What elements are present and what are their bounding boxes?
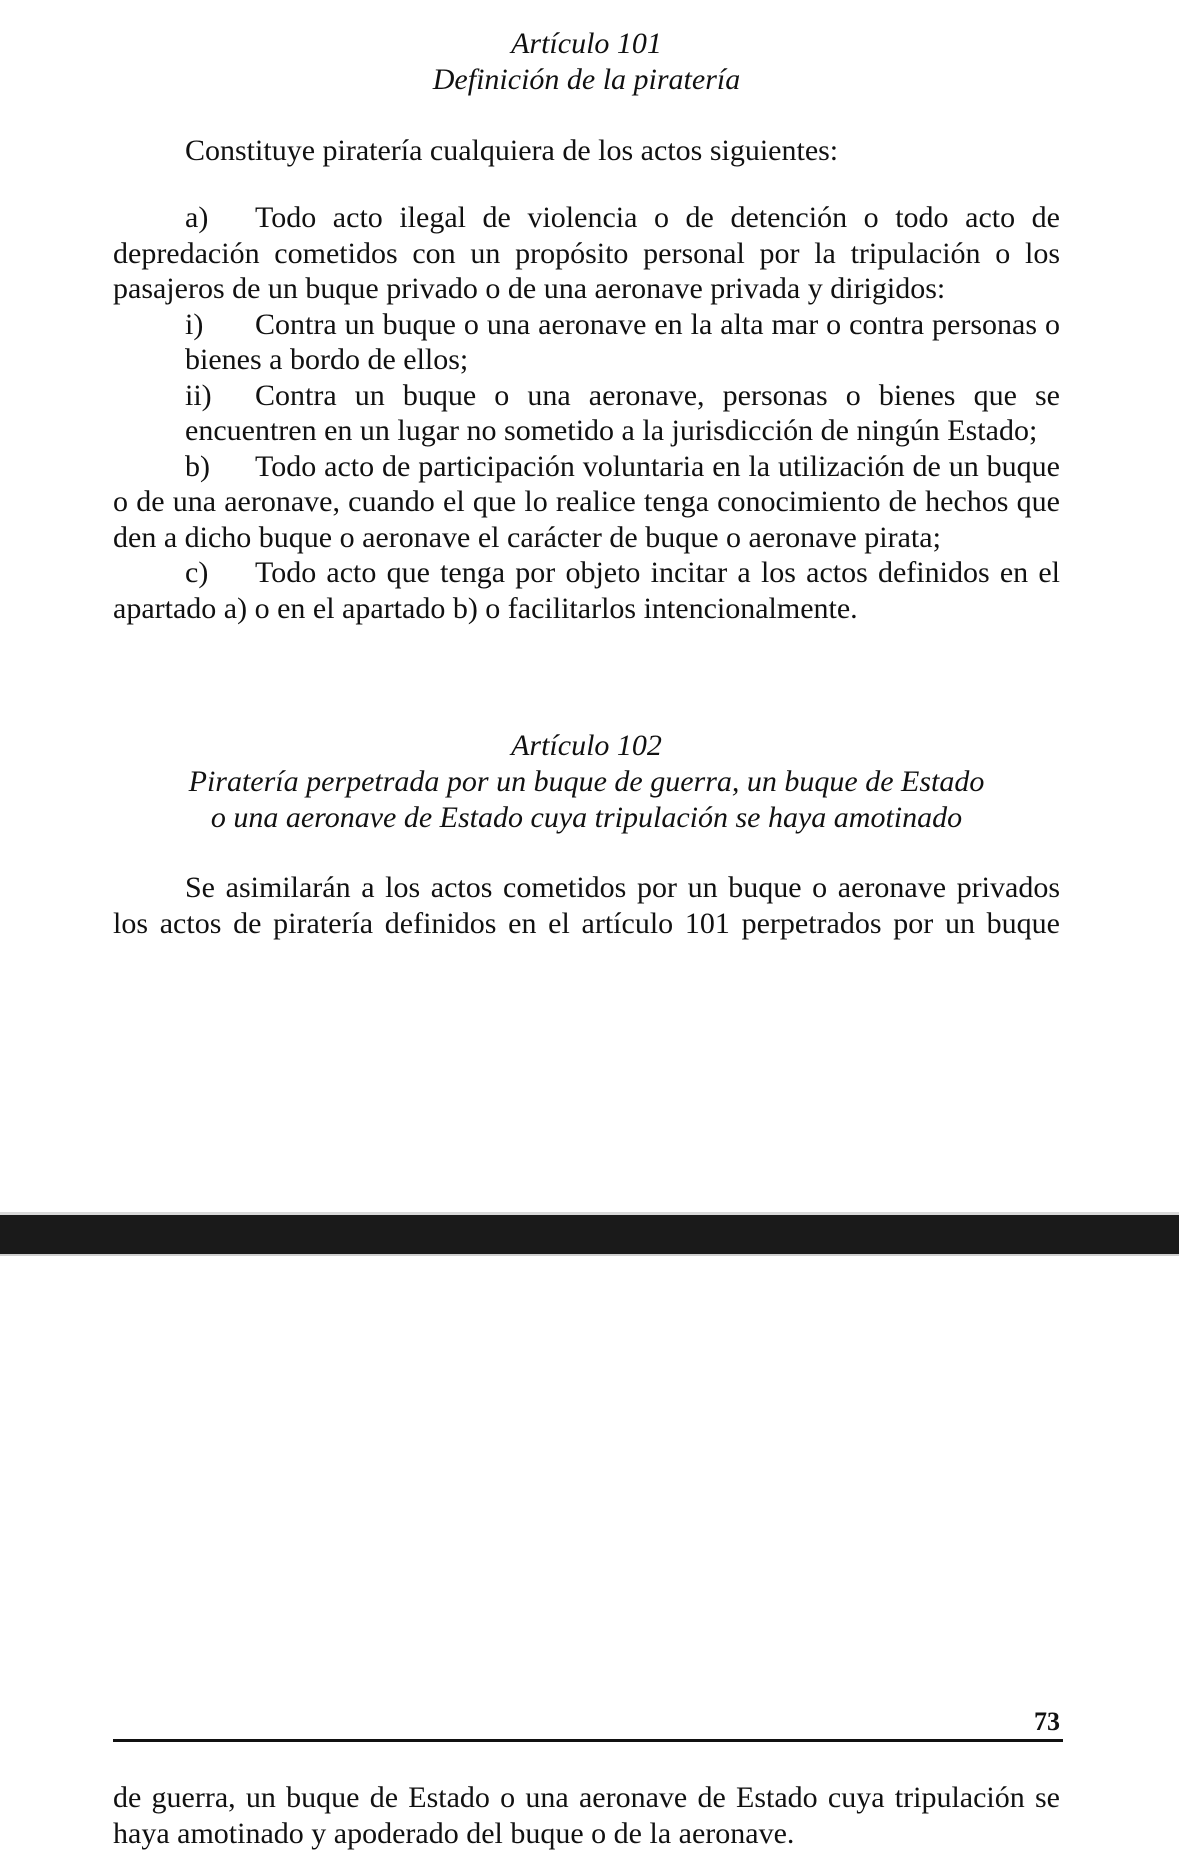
article-102-title-line2: o una aeronave de Estado cuya tripulación se haya amotinado <box>210 801 963 834</box>
item-ii <box>113 378 1060 449</box>
article-102-body <box>113 870 1060 941</box>
article-102 <box>113 728 1060 836</box>
continuation-text-block <box>113 1780 1060 1851</box>
article-102-number: Artículo 102 <box>511 729 662 762</box>
item-b <box>113 449 1060 556</box>
item-c-label: c) <box>185 556 209 589</box>
item-ii-label: ii) <box>185 378 212 412</box>
article-101 <box>113 26 1060 98</box>
item-b-text: Todo acto de participación voluntaria en la utilización de un buque o de una aeronave, cuando el que lo realice tenga conocimiento de hechos que den a dicho buque o aeronave el carácter de buque o aeronave pirata; <box>113 449 1060 554</box>
article-101-title: Definición de la piratería <box>432 63 741 96</box>
item-a-label: a) <box>185 201 209 234</box>
article-101-items <box>113 200 1060 626</box>
item-c-text: Todo acto que tenga por objeto incitar a los actos definidos en el apartado a) o en el apartado b) o facilitarlos intencionalmente. <box>113 556 1060 625</box>
item-a-text: Todo acto ilegal de violencia o de detención o todo acto de depredación cometidos con un propósito personal por la tripulación o los pasajeros de un buque privado o de una aeronave privada y dirigidos: <box>113 201 1060 305</box>
article-101-number: Artículo 101 <box>511 27 662 60</box>
separator-edge-bottom <box>0 1254 1179 1256</box>
item-i-label: i) <box>185 307 204 341</box>
item-a <box>113 200 1060 307</box>
footnote-rule <box>113 1739 1063 1742</box>
article-101-intro: Constituye piratería cualquiera de los actos siguientes: <box>185 134 839 167</box>
item-i <box>113 307 1060 378</box>
page-number: 73 <box>1034 1707 1060 1736</box>
item-i-text: Contra un buque o una aeronave en la alta mar o contra personas o bienes a bordo de ellos; <box>185 307 1060 376</box>
item-ii-text: Contra un buque o una aeronave, personas o bienes que se encuentren en un lugar no sometido a la jurisdicción de ningún Estado; <box>185 378 1060 447</box>
article-101-body <box>113 133 1060 169</box>
continuation-text: de guerra, un buque de Estado o una aeronave de Estado cuya tripulación se haya amotinado y apoderado del buque o de la aeronave. <box>113 1781 1060 1850</box>
article-102-title-line1: Piratería perpetrada por un buque de guerra, un buque de Estado <box>188 765 985 798</box>
item-c <box>113 555 1060 626</box>
item-b-label: b) <box>185 449 210 483</box>
article-102-text: Se asimilarán a los actos cometidos por un buque o aeronave privados los actos de piratería definidos en el artículo 101 perpetrados por un buque <box>113 871 1060 940</box>
screenshot-separator-bar <box>0 1215 1179 1254</box>
